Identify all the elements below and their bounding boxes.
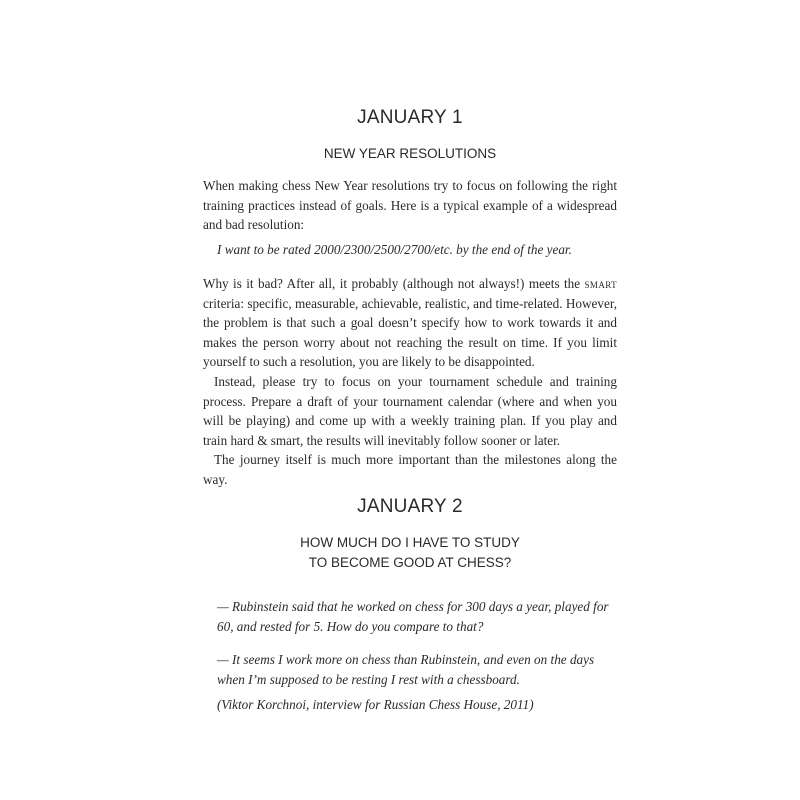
entry-title [203, 533, 617, 573]
entry-date-heading: JANUARY 2 [357, 496, 463, 517]
entry-date-heading: JANUARY 1 [357, 107, 463, 128]
dialogue-answer: — It seems I work more on chess than Rubinstein, and even on the days when I’m supposed to be resting I rest with a chessboard. [217, 652, 595, 687]
body-text-segment: Why is it bad? After all, it probably (although not always!) meets the [203, 276, 585, 291]
body-paragraph: Instead, please try to focus on your tournament schedule and training process. Prepare a draft of your tournament calendar (where and when you will be playing) and come up with a weekly training plan. If you play and train hard & smart, the results will inevitably follow sooner or later. [203, 373, 617, 448]
body-paragraph [203, 274, 617, 372]
entry-title-line: HOW MUCH DO I HAVE TO STUDY [300, 535, 520, 550]
smart-acronym: smart [584, 276, 617, 291]
entry-body [203, 274, 617, 490]
intro-paragraph: When making chess New Year resolutions try to focus on following the right training practices instead of goals. Here is a typical example of a widespread and bad resolution: [203, 178, 617, 233]
example-resolution-quote: I want to be rated 2000/2300/2500/2700/etc. by the end of the year. [217, 242, 572, 257]
dialogue-question: — Rubinstein said that he worked on chess for 300 days a year, played for 60, and rested for 5. How do you compare to that? [217, 599, 609, 634]
entry-intro [203, 176, 617, 235]
entry-title: NEW YEAR RESOLUTIONS [323, 146, 497, 161]
book-page [203, 0, 617, 800]
entry-title-line: TO BECOME GOOD AT CHESS? [308, 555, 512, 570]
body-paragraph: The journey itself is much more important than the milestones along the way. [203, 452, 617, 487]
quote-attribution: (Viktor Korchnoi, interview for Russian Chess House, 2011) [217, 697, 534, 712]
body-text-segment: criteria: specific, measurable, achievable, realistic, and time-related. However, the problem is that such a goal doesn’t specify how to work towards it and makes the person worry about not reaching the result on time. If you limit yourself to such a resolution, you are likely to be disappointed. [203, 295, 617, 370]
